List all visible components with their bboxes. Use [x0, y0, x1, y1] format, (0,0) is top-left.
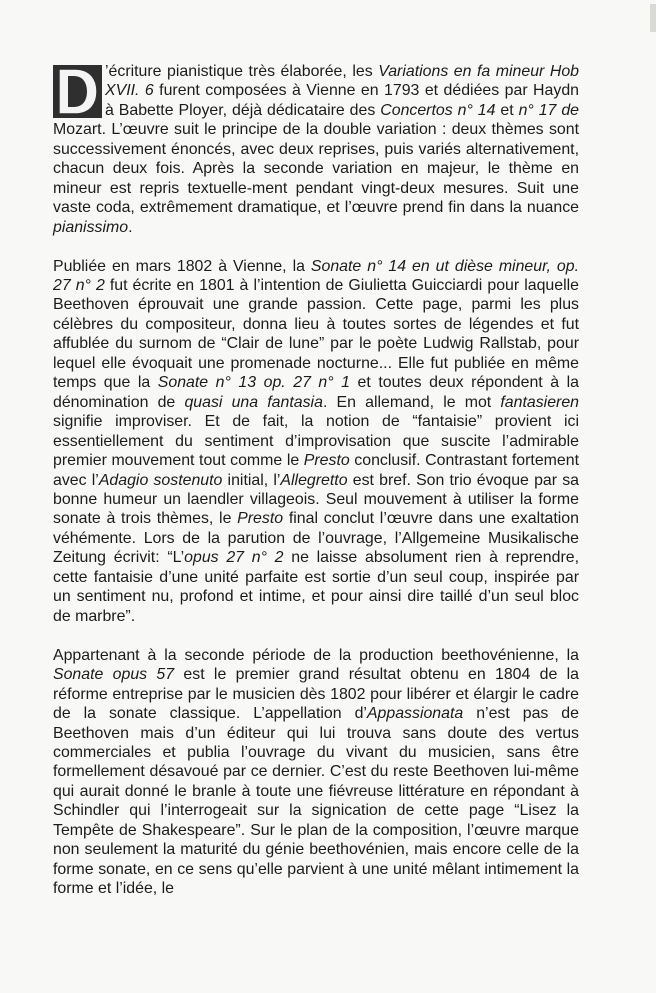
paragraph-appassionata — [53, 646, 579, 899]
paragraph-haydn-variations — [53, 62, 579, 237]
italic-title-text: fantasieren — [500, 393, 580, 411]
paragraph-text: ne laisse absolument rien à reprendre, cette fantaisie d’une unité parfaite est sortie d’un seul coup, inspirée par un sentiment nu, profond et intime, et pour ainsi dire taillé d’un seul bloc de marbre”. — [53, 549, 579, 625]
paragraph-moonlight-sonata — [53, 257, 579, 627]
paragraph-text: est bref. Son trio évoque par sa bonne humeur un laendler villageois. Seul mouvement à utiliser la forme sonate à trois thèmes, le — [53, 471, 579, 528]
paragraph-text: final conclut l’œuvre dans une exaltation véhémente. Lors de la parution de l’ouvrage, l’Allgemeine Musikalische Zeitung écrivit: “L’ — [53, 510, 579, 567]
italic-title-text: Sonate n° 14 en ut dièse mineur, op. 27 n° 2 — [53, 257, 579, 295]
paragraph-text: Publiée en mars 1802 à Vienne, la — [53, 257, 311, 275]
paragraph-text: ’écriture pianistique très élaborée, les — [105, 63, 379, 80]
paragraph-text: et — [495, 101, 519, 119]
italic-title-text: Appassionata — [366, 705, 464, 723]
italic-title-text: Concertos n° 14 — [380, 101, 496, 119]
italic-title-text: n° 17 de — [518, 101, 580, 119]
paragraph-text: et toutes deux répondent à la dénomination de — [53, 374, 579, 411]
italic-title-text: Sonate n° 13 op. 27 n° 1 — [157, 374, 351, 392]
italic-title-text: Allegretto — [280, 471, 348, 489]
paragraph-text: conclusif. Contrastant fortement avec l’ — [53, 452, 579, 489]
paragraph-text: signifie improviser. Et de fait, la notion de “fantaisie” provient ici essentiellement du sentiment d’improvisation que suscite l’admirable premier mouvement tout comme le — [53, 413, 579, 470]
paragraph-text: n’est pas de Beethoven mais d’un éditeur qui lui trouva sans doute des vertus commerciales et publia l’ouvrage du vivant du musicien, sans être formellement désavoué par ce dernier. C’est du reste Beethoven lui-même qui aurait donné le branle à toute une fiévreuse littérature en répondant à Schindler qui l’interrogeait sur la signication de cette page “Lisez la Tempête de Shakespeare”. Sur le plan de la composition, l’œuvre marque non seulement la maturité du génie beethovénien, mais encore celle de la forme sonate, en ce sens qu’elle parvient à une unité mêlant intimement la forme et l’idée, le — [53, 705, 579, 898]
paragraph-text: Appartenant à la seconde période de la production beethovénienne, la — [53, 646, 579, 664]
italic-title-text: Presto — [303, 452, 350, 470]
scan-edge-mark — [650, 4, 656, 32]
paragraph-text: furent composées à Vienne en 1793 et dédiées par Haydn à Babette Ployer, déjà dédicataire des — [105, 82, 579, 119]
paragraph-text: . En allemand, le mot — [322, 393, 501, 411]
italic-title-text: Adagio sostenuto — [98, 471, 223, 489]
italic-title-text: pianissimo — [53, 218, 129, 236]
dropcap-d-icon — [53, 65, 102, 118]
document-body — [53, 62, 579, 899]
paragraph-text: initial, l’ — [222, 471, 281, 489]
italic-title-text: quasi una fantasia — [184, 393, 323, 411]
italic-title-text: opus 27 n° 2 — [184, 549, 284, 567]
paragraph-text: fut écrite en 1801 à l’intention de Giulietta Guicciardi pour laquelle Beethoven éprouvait une grande passion. Cette page, parmi les plus célèbres du compositeur, donna lieu à toutes sortes de légendes et fut affublée du surnom de “Clair de lune” par le poète Ludwig Rallstab, pour lequel elle évoquait une promenade nocturne... Elle fut publiée en même temps que la — [53, 277, 579, 392]
dropcap-d — [53, 65, 102, 118]
paragraph-text: . — [128, 218, 133, 236]
italic-title-text: Sonate opus 57 — [53, 666, 175, 684]
italic-title-text: Variations en fa mineur Hob XVII. 6 — [105, 63, 580, 100]
italic-title-text: Presto — [237, 510, 284, 528]
paragraph-text: Mozart. L’œuvre suit le principe de la double variation : deux thèmes sont successivement énoncés, avec deux reprises, puis variés alternativement, chacun deux fois. Après la seconde variation en majeur, le thème en mineur est repris textuelle-ment pendant vingt-deux mesures. Suit une vaste coda, extrêmement dramatique, et l’œuvre prend fin dans la nuance — [53, 121, 579, 217]
paragraph-text: est le premier grand résultat obtenu en 1804 de la réforme entreprise par le musicien dès 1802 pour libérer et élargir le cadre de la sonate classique. L’appellation d’ — [53, 666, 579, 723]
